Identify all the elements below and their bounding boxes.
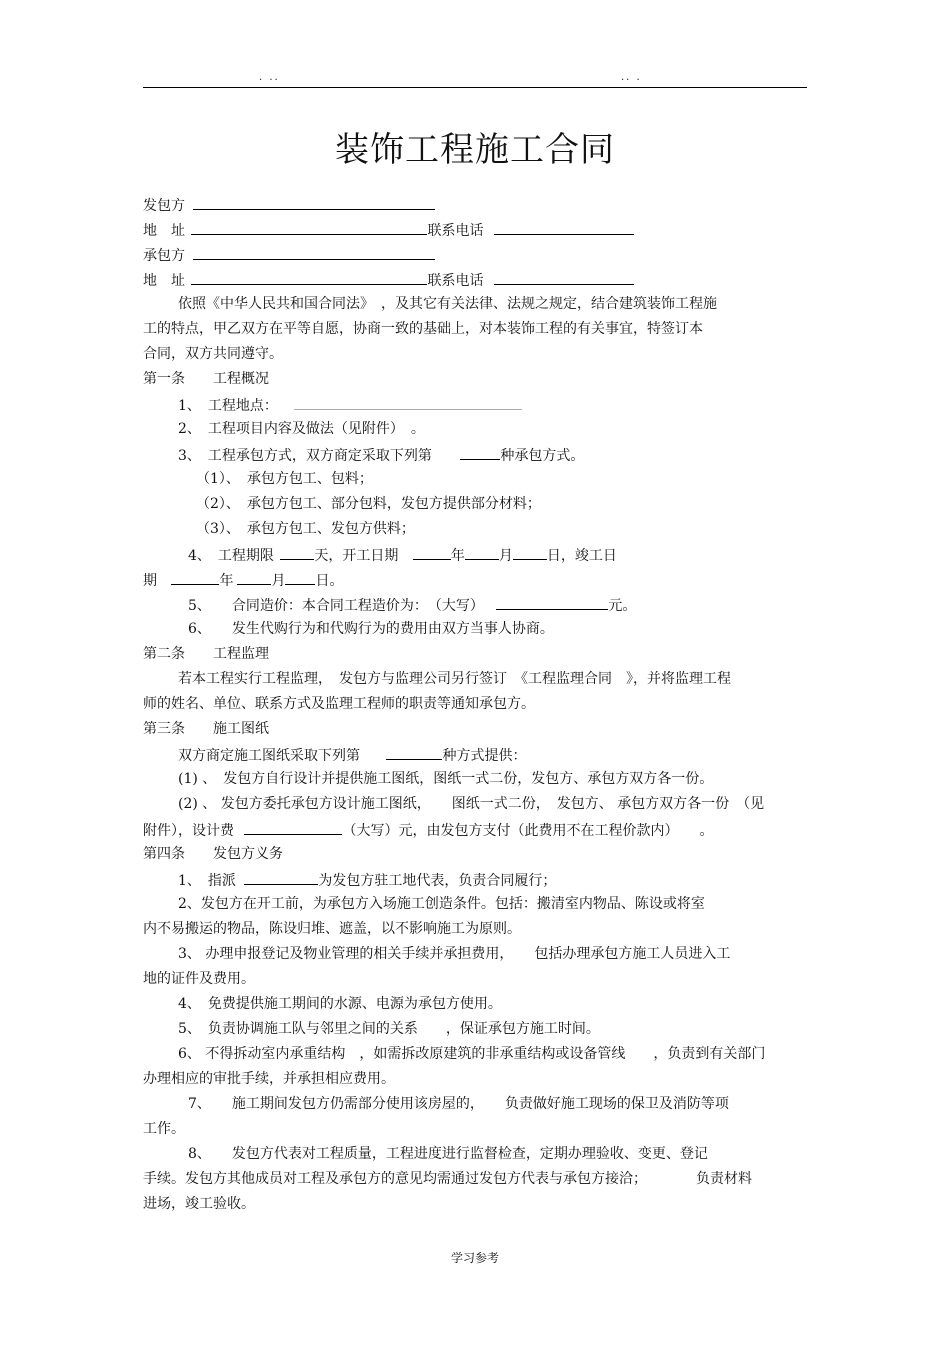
art4-item-2-cont: 内不易搬运的物品，陈设归堆、遮盖，以不影响施工为原则。 [143, 921, 521, 937]
art4-item-8-cont-2: 进场，竣工验收。 [143, 1196, 255, 1212]
art4-item-4: 4、 免费提供施工期间的水源、电源为承包方使用。 [178, 996, 502, 1012]
article-4-heading: 第四条 发包方义务 [143, 846, 283, 862]
employer-blank[interactable] [193, 194, 435, 210]
art3-option-2-cont: 附件），设计费 （大写）元，由发包方支付（此费用不在工程价款内） 。 [143, 819, 713, 841]
contractor-phone-blank[interactable] [494, 269, 634, 285]
preamble-line-2: 工的特点，甲乙双方在平等自愿，协商一致的基础上，对本装饰工程的有关事宜，特签订本 [143, 321, 703, 337]
site-location-blank[interactable] [294, 394, 522, 410]
contract-mode-blank[interactable] [460, 444, 500, 460]
phone-label: 联系电话 [427, 223, 484, 239]
header-dots-left: . .. [259, 72, 280, 83]
employer-line [143, 194, 435, 216]
representative-blank[interactable] [244, 869, 318, 885]
art4-item-8-cont: 手续。发包方其他成员对工程及承包方的意见均需通过发包方代表与承包方接洽； 负责材料 [143, 1171, 752, 1187]
article-1-heading: 第一条 工程概况 [143, 371, 269, 387]
art1-item-5: 5、 合同造价：本合同工程造价为： （大写） 元。 [188, 594, 636, 616]
preamble-line-3: 合同，双方共同遵守。 [143, 346, 283, 362]
art1-item-3: 3、 工程承包方式，双方商定采取下列第 种承包方式。 [178, 444, 584, 466]
start-year-blank[interactable] [413, 544, 451, 560]
article-2-heading: 第二条 工程监理 [143, 646, 269, 662]
phone-label: 联系电话 [427, 273, 484, 289]
art1-item-2: 2、 工程项目内容及做法（见附件） 。 [178, 421, 425, 437]
end-month-blank[interactable] [237, 569, 271, 585]
duration-days-blank[interactable] [280, 544, 314, 560]
art1-item-4: 4、 工程期限 天，开工日期 年 月 日，竣工日 [188, 544, 617, 566]
contractor-address-blank[interactable] [191, 269, 427, 285]
art4-item-3: 3、 办理申报登记及物业管理的相关手续并承担费用， 包括办理承包方施工人员进入工 [178, 946, 731, 962]
page-header [143, 72, 807, 88]
start-month-blank[interactable] [465, 544, 499, 560]
art4-item-3-cont: 地的证件及费用。 [143, 971, 255, 987]
end-year-blank[interactable] [171, 569, 219, 585]
contractor-address-line [143, 269, 634, 291]
end-day-blank[interactable] [285, 569, 315, 585]
address-label: 地 址 [143, 223, 185, 239]
art1-option-2: （2）、 承包方包工、部分包料，发包方提供部分材料； [196, 496, 541, 512]
start-day-blank[interactable] [513, 544, 547, 560]
employer-address-blank[interactable] [191, 219, 427, 235]
page-footer: 学习参考 [450, 1251, 499, 1265]
preamble-line-1: 依照《中华人民共和国合同法》 ，及其它有关法律、法规之规定，结合建筑装饰工程施 [178, 296, 717, 312]
art1-item-4-cont: 期 年 月 日。 [143, 569, 343, 591]
art1-option-1: （1）、 承包方包工、包料； [196, 471, 373, 487]
header-rule [143, 87, 807, 88]
art4-item-6-cont: 办理相应的审批手续，并承担相应费用。 [143, 1071, 395, 1087]
address-label: 地 址 [143, 273, 185, 289]
art3-option-2: (2) 、 发包方委托承包方设计施工图纸， 图纸一式二份， 发包方、 承包方双方各一份 （见 [178, 796, 765, 812]
art4-item-7: 7、 施工期间发包方仍需部分使用该房屋的， 负责做好施工现场的保卫及消防等项 [188, 1096, 729, 1112]
contractor-label: 承包方 [143, 248, 185, 264]
art1-item-1: 1、 工程地点： [178, 394, 522, 416]
employer-phone-blank[interactable] [494, 219, 634, 235]
design-fee-blank[interactable] [244, 819, 342, 835]
art4-item-6: 6、 不得拆动室内承重结构 ，如需拆改原建筑的非承重结构或设备管线 ，负责到有关部门 [178, 1046, 766, 1062]
art4-item-1: 1、 指派 为发包方驻工地代表，负责合同履行； [178, 869, 556, 891]
art3-option-1: (1) 、 发包方自行设计并提供施工图纸，图纸一式二份，发包方、承包方双方各一份。 [178, 771, 714, 787]
contractor-line [143, 244, 435, 266]
art3-line-1: 双方商定施工图纸采取下列第 种方式提供： [178, 744, 526, 766]
employer-address-line [143, 219, 634, 241]
art4-item-7-cont: 工作。 [143, 1121, 185, 1137]
art1-item-6: 6、 发生代购行为和代购行为的费用由双方当事人协商。 [188, 621, 554, 637]
art2-line-1: 若本工程实行工程监理， 发包方与监理公司另行签订 《工程监理合同 》，并将监理工程 [178, 671, 731, 687]
drawing-mode-blank[interactable] [386, 744, 442, 760]
contract-price-blank[interactable] [496, 594, 608, 610]
contractor-blank[interactable] [193, 244, 435, 260]
art4-item-2: 2、发包方在开工前，为承包方入场施工创造条件。包括：搬清室内物品、陈设或将室 [178, 896, 705, 912]
art1-option-3: （3）、 承包方包工、发包方供料； [196, 521, 415, 537]
art2-line-2: 师的姓名、单位、联系方式及监理工程师的职责等通知承包方。 [143, 696, 535, 712]
employer-label: 发包方 [143, 198, 185, 214]
header-dots-right: .. . [621, 72, 642, 83]
article-3-heading: 第三条 施工图纸 [143, 721, 269, 737]
art4-item-8: 8、 发包方代表对工程质量，工程进度进行监督检查，定期办理验收、变更、登记 [188, 1146, 708, 1162]
document-title: 装饰工程施工合同 [335, 130, 615, 170]
art4-item-5: 5、 负责协调施工队与邻里之间的关系 ，保证承包方施工时间。 [178, 1021, 600, 1037]
